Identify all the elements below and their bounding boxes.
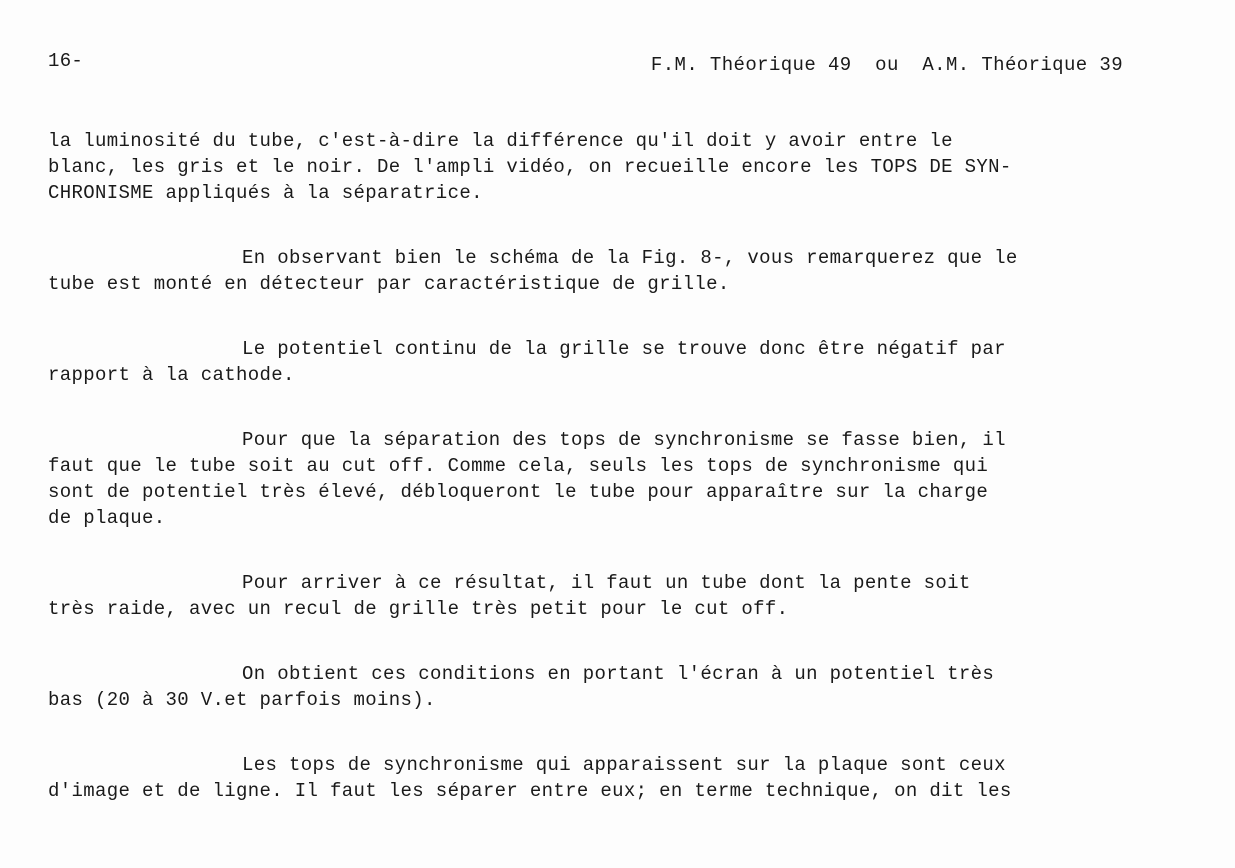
text-line: En observant bien le schéma de la Fig. 8-, vous remarquerez que le	[242, 247, 1018, 269]
paragraph-grid-potential	[48, 336, 1188, 388]
text-line: très raide, avec un recul de grille très petit pour le cut off.	[48, 598, 789, 620]
running-title: F.M. Théorique 49 ou A.M. Théorique 39	[650, 54, 1123, 76]
text-line: la luminosité du tube, c'est-à-dire la différence qu'il doit y avoir entre le	[48, 130, 953, 152]
paragraph-sync-separation	[48, 752, 1188, 804]
text-line: Pour arriver à ce résultat, il faut un tube dont la pente soit	[242, 572, 971, 594]
paragraph-screen-potential	[48, 661, 1188, 713]
text-line: On obtient ces conditions en portant l'écran à un potentiel très	[242, 663, 995, 685]
text-line: blanc, les gris et le noir. De l'ampli vidéo, on recueille encore les TOPS DE SYN-	[48, 156, 1012, 178]
text-line: rapport à la cathode.	[48, 364, 295, 386]
paragraph-tube-slope	[48, 570, 1188, 622]
text-line: Pour que la séparation des tops de synchronisme se fasse bien, il	[242, 429, 1006, 451]
text-line: d'image et de ligne. Il faut les séparer entre eux; en terme technique, on dit les	[48, 780, 1012, 802]
page-number: 16-	[48, 50, 84, 72]
text-line: de plaque.	[48, 507, 166, 529]
paragraph-luminosity	[48, 128, 1188, 206]
paragraph-cut-off	[48, 427, 1188, 531]
text-line: Le potentiel continu de la grille se trouve donc être négatif par	[242, 338, 1006, 360]
text-line: sont de potentiel très élevé, débloqueront le tube pour apparaître sur la charge	[48, 481, 989, 503]
text-line: Les tops de synchronisme qui apparaissent sur la plaque sont ceux	[242, 754, 1006, 776]
text-line: faut que le tube soit au cut off. Comme cela, seuls les tops de synchronisme qui	[48, 455, 989, 477]
body-text	[48, 128, 1188, 843]
text-line: bas (20 à 30 V.et parfois moins).	[48, 689, 436, 711]
paragraph-schema-fig8	[48, 245, 1188, 297]
text-line: tube est monté en détecteur par caractéristique de grille.	[48, 273, 730, 295]
text-line: CHRONISME appliqués à la séparatrice.	[48, 182, 483, 204]
